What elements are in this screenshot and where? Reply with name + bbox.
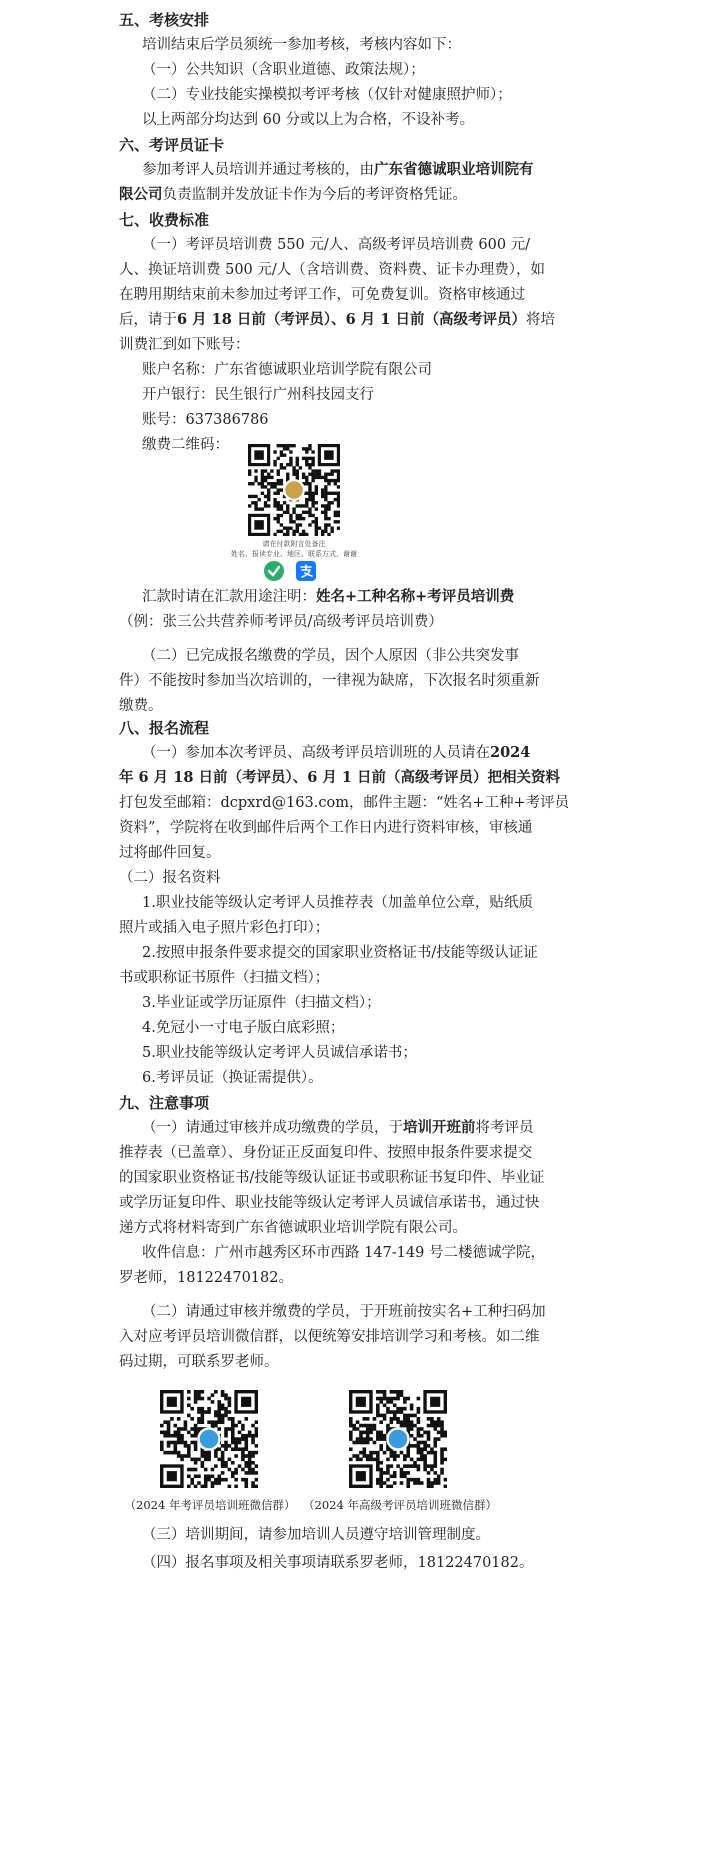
paragraph: （一）考评员培训费 550 元/人、高级考评员培训费 600 元/ (142, 237, 531, 253)
text-run: 将培 (525, 312, 555, 328)
account-number: 账号：637386786 (142, 412, 269, 428)
text-run: 后，请于 (119, 312, 177, 328)
paragraph: 培训结束后学员须统一参加考核，考核内容如下： (142, 37, 461, 53)
bold-text: 限公司 (119, 186, 163, 203)
paragraph (142, 587, 514, 607)
paragraph: 过将邮件回复。 (119, 845, 221, 861)
bank-name: 开户银行：民生银行广州科技园支行 (142, 387, 374, 403)
bold-text: 2024 (490, 744, 531, 761)
qr-code-icon (248, 444, 340, 536)
list-item: 6.考评员证（换证需提供）。 (142, 1070, 323, 1086)
list-item: 书或职称证书原件（扫描文档）； (119, 970, 330, 986)
paragraph: （一）公共知识（含职业道德、政策法规）； (142, 62, 425, 78)
list-item: 4.免冠小一寸电子版白底彩照； (142, 1020, 345, 1036)
paragraph (119, 185, 467, 205)
text-run: 汇款时请在汇款用途注明： (142, 589, 316, 605)
paragraph: 打包发至邮箱：dcpxrd@163.com，邮件主题：“姓名+工种+考评员 (119, 795, 570, 811)
address: 罗老师，18122470182。 (119, 1270, 293, 1286)
paragraph (119, 768, 560, 788)
text-run: 将考评员 (475, 1120, 534, 1136)
wechat-group-qr-code[interactable] (160, 1390, 258, 1488)
section-5-heading: 五、考核安排 (119, 11, 210, 29)
bold-text: 培训开班前 (403, 1119, 476, 1136)
bold-text: 姓名+工种名称+考评员培训费 (316, 588, 515, 605)
paragraph (142, 743, 530, 763)
section-9-heading: 九、注意事项 (119, 1094, 210, 1112)
paragraph: （三）培训期间，请参加培训人员遵守培训管理制度。 (142, 1527, 490, 1543)
section-8-heading: 八、报名流程 (119, 719, 210, 737)
list-item: 3.毕业证或学历证原件（扫描文档）； (142, 995, 381, 1011)
qr-note: 姓名、报读专业、地区、联系方式，谢谢 (231, 550, 357, 558)
text-run: （一）请通过审核并成功缴费的学员，于 (142, 1120, 403, 1136)
wechat-pay-icon (264, 561, 284, 581)
paragraph: 在聘用期结束前未参加过考评工作，可免费复训。资格审核通过 (119, 287, 525, 303)
paragraph: 递方式将材料寄到广东省德诚职业培训学院有限公司。 (119, 1220, 467, 1236)
paragraph: 人、换证培训费 500 元/人（含培训费、资料费、证卡办理费），如 (119, 262, 546, 278)
text-run: 负责监制并发放证卡作为今后的考评资格凭证。 (162, 187, 467, 203)
list-item: 5.职业技能等级认定考评人员诚信承诺书； (142, 1045, 417, 1061)
paragraph: 或学历证复印件、职业技能等级认定考评人员诚信承诺书，通过快 (119, 1195, 540, 1211)
paragraph: （例：张三公共营养师考评员/高级考评员培训费） (119, 614, 443, 630)
paragraph: 缴费。 (119, 698, 163, 714)
paragraph: 码过期，可联系罗老师。 (119, 1354, 279, 1370)
paragraph (119, 310, 555, 330)
text-run: 参加考评人员培训并通过考核的，由 (142, 162, 374, 178)
paragraph: （二）请通过审核并缴费的学员，于开班前按实名+工种扫码加 (142, 1304, 546, 1320)
paragraph: 入对应考评员培训微信群，以便统筹安排培训学习和考核。如二维 (119, 1329, 540, 1345)
qr-code-icon (349, 1390, 447, 1488)
qr-code-icon (160, 1390, 258, 1488)
address: 收件信息：广州市越秀区环市西路 147-149 号二楼德诚学院， (142, 1245, 545, 1261)
paragraph: 训费汇到如下账号： (119, 337, 250, 353)
wechat-group-qr-code[interactable] (349, 1390, 447, 1488)
paragraph (142, 1118, 534, 1138)
qr-label: 缴费二维码： (142, 437, 229, 453)
qr-caption: （2024 年高级考评员培训班微信群） (303, 1498, 497, 1512)
section-6-heading: 六、考评员证卡 (119, 136, 225, 154)
alipay-icon (296, 561, 316, 581)
list-item: 照片或插入电子照片彩色打印）； (119, 920, 330, 936)
payment-qr-code[interactable] (248, 444, 340, 536)
list-item: 2.按照申报条件要求提交的国家职业资格证书/技能等级认证证 (142, 945, 538, 961)
paragraph: 以上两部分均达到 60 分或以上为合格，不设补考。 (142, 112, 475, 128)
paragraph: 资料”，学院将在收到邮件后两个工作日内进行资料审核，审核通 (119, 820, 533, 836)
bold-text: 广东省德诚职业培训院有 (374, 161, 534, 178)
bold-text: 年 6 月 18 日前（考评员）、6 月 1 日前（高级考评员）把相关资料 (119, 769, 561, 786)
qr-note: 请在付款附言处备注 (262, 540, 326, 548)
paragraph: 件）不能按时参加当次培训的，一律视为缺席，下次报名时须重新 (119, 673, 540, 689)
account-name: 账户名称：广东省德诚职业培训学院有限公司 (142, 362, 432, 378)
list-item: 1.职业技能等级认定考评人员推荐表（加盖单位公章，贴纸质 (142, 895, 533, 911)
paragraph: 的国家职业资格证书/技能等级认证证书或职称证书复印件、毕业证 (119, 1170, 545, 1186)
qr-caption: （2024 年考评员培训班微信群） (124, 1498, 296, 1512)
section-7-heading: 七、收费标准 (119, 211, 210, 229)
subheading: （二）报名资料 (119, 870, 221, 886)
text-run: （一）参加本次考评员、高级考评员培训班的人员请在 (142, 745, 490, 761)
paragraph: （二）已完成报名缴费的学员，因个人原因（非公共突发事 (142, 648, 519, 664)
paragraph: （二）专业技能实操模拟考评考核（仅针对健康照护师）； (142, 87, 512, 103)
paragraph (142, 160, 534, 180)
paragraph: （四）报名事项及相关事项请联系罗老师，18122470182。 (142, 1555, 534, 1571)
bold-text: 6 月 18 日前（考评员）、6 月 1 日前（高级考评员） (177, 311, 526, 328)
paragraph: 推荐表（已盖章）、身份证正反面复印件、按照申报条件要求提交 (119, 1145, 533, 1161)
